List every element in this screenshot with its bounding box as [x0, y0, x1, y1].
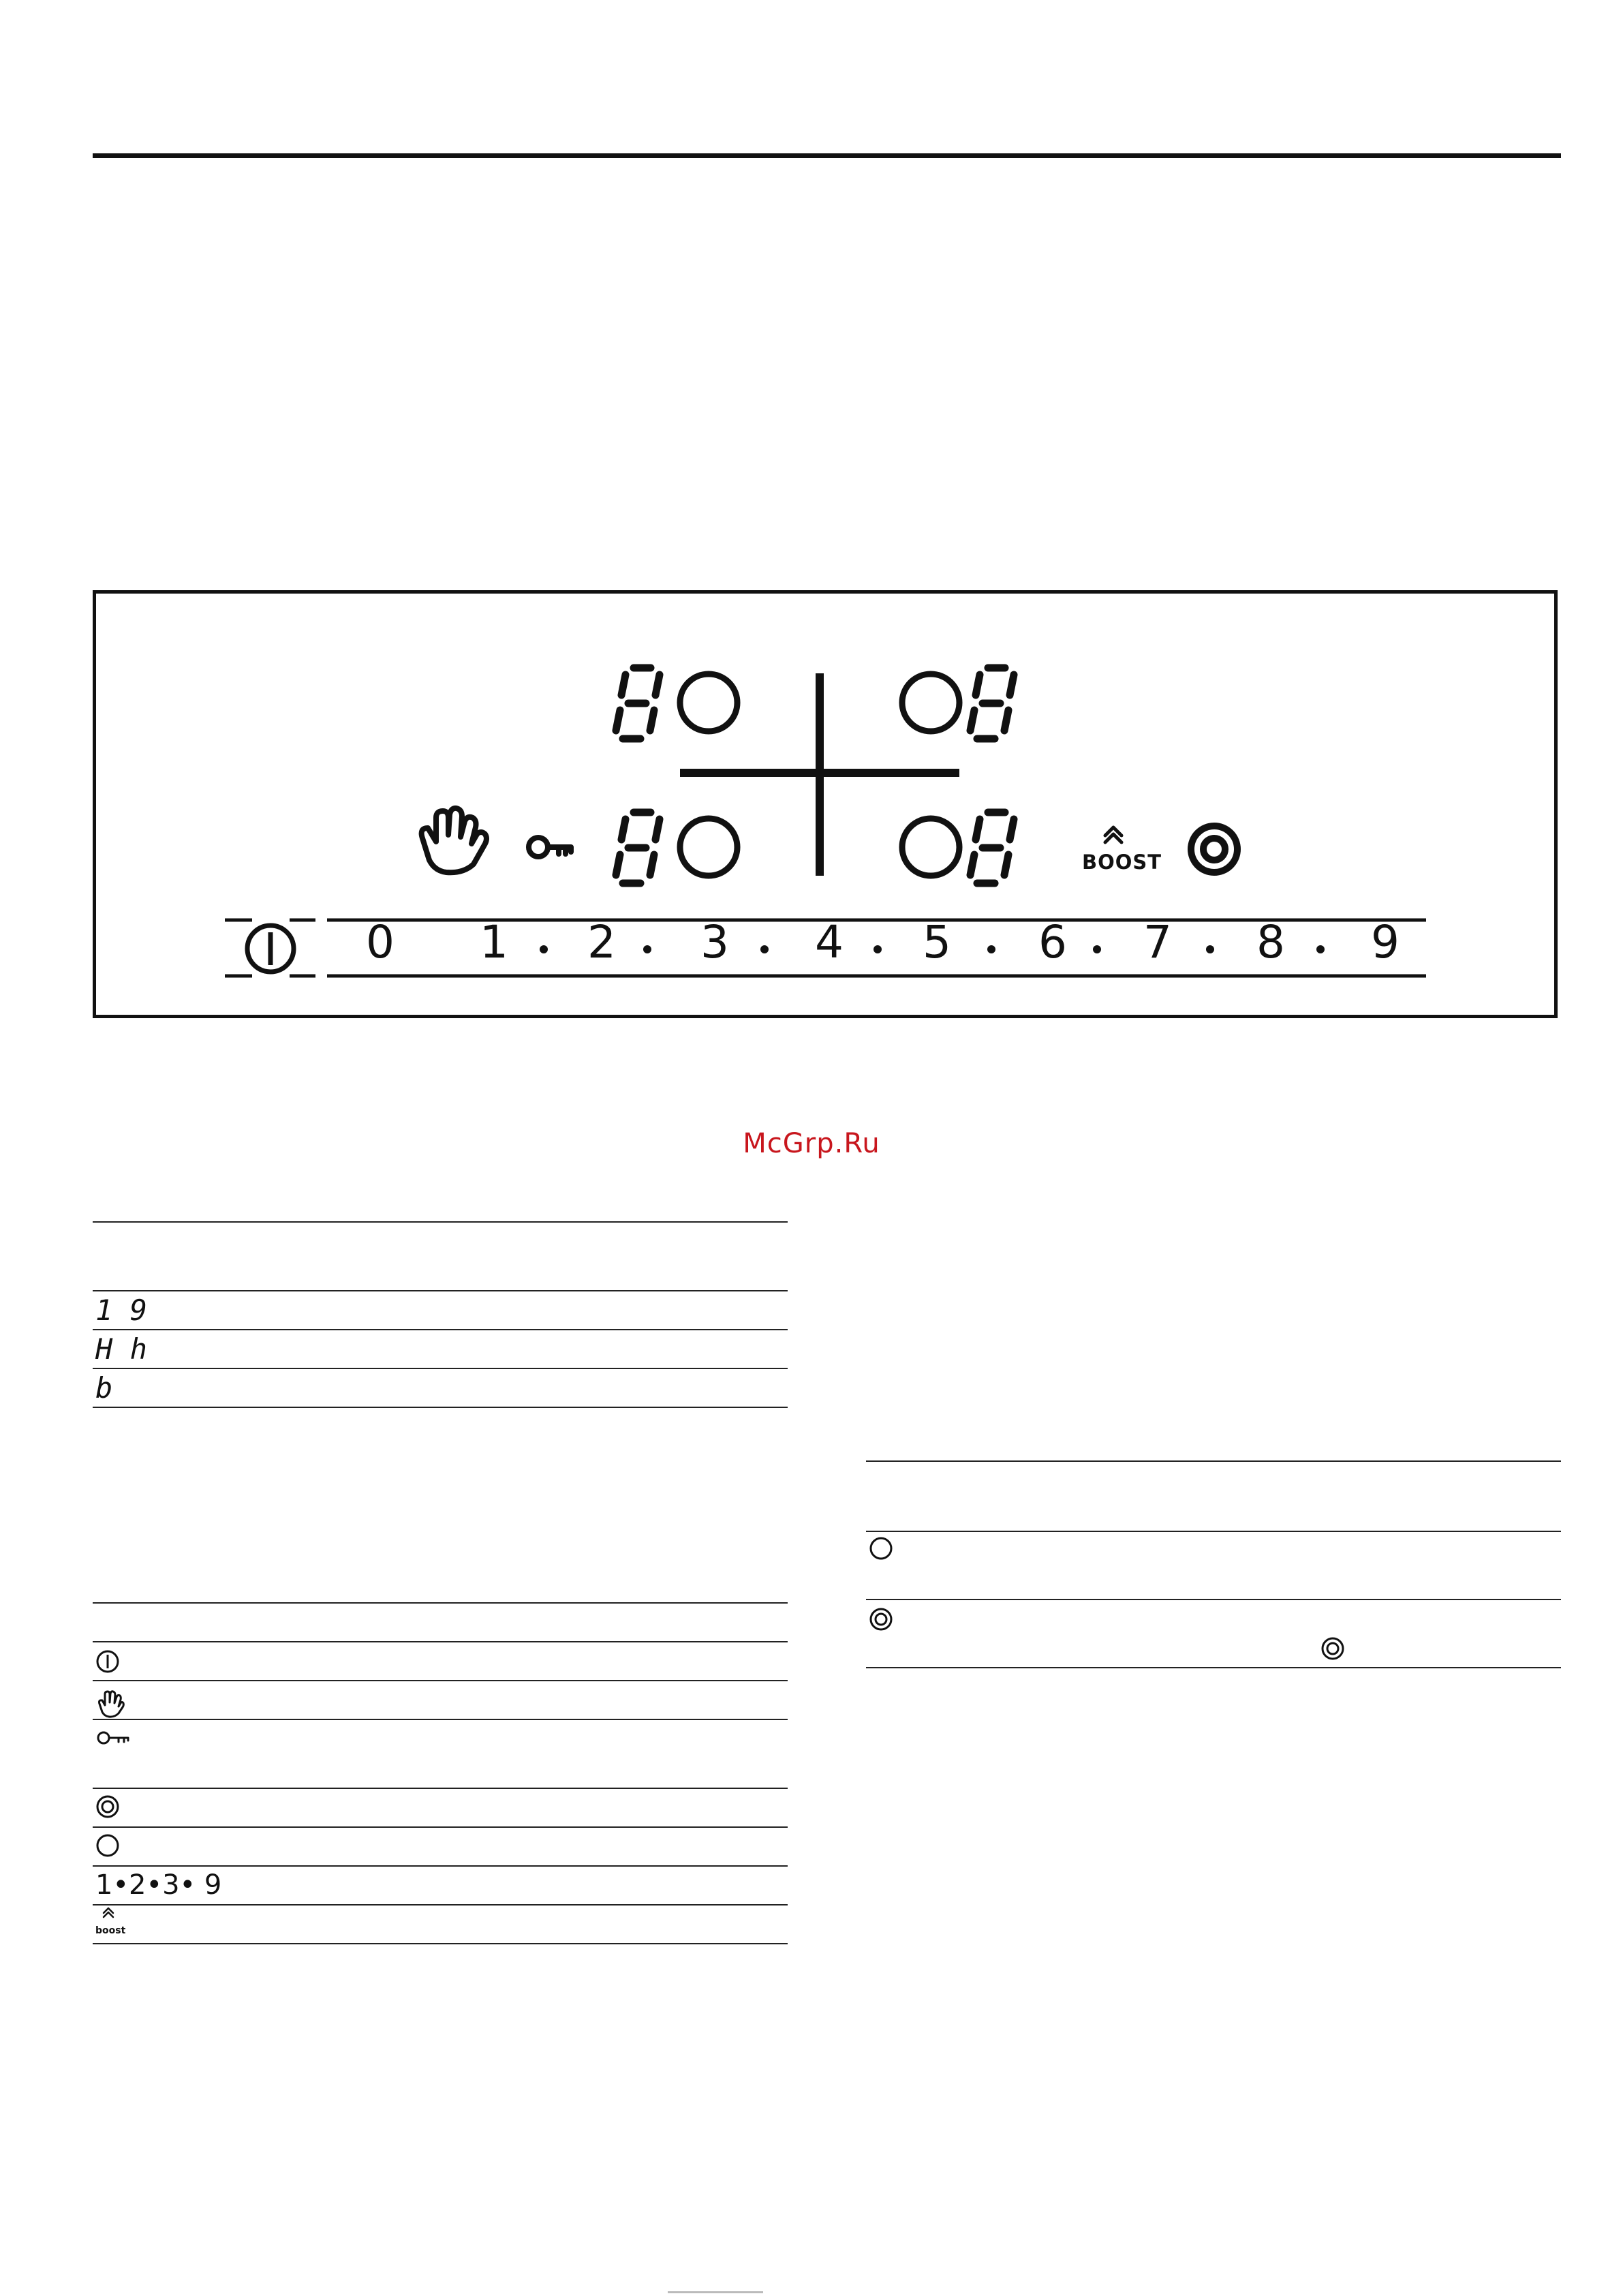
zone-circle-top-right [902, 674, 959, 731]
table-row-rule [93, 1904, 788, 1905]
table-row-rule [866, 1667, 1561, 1668]
table-row-rule [93, 1290, 788, 1291]
panel-graphics [0, 0, 1623, 1036]
table-row-rule [93, 1407, 788, 1408]
dual-zone-icon [1191, 826, 1237, 872]
boost-label[interactable]: BOOST [1082, 851, 1162, 874]
scale-dot [1093, 945, 1101, 953]
key-icon [98, 1732, 128, 1743]
scale-0[interactable]: 0 [366, 916, 395, 968]
scale-7[interactable]: 7 [1143, 916, 1172, 968]
power-icon [247, 925, 294, 972]
boost-icon [1105, 827, 1122, 842]
key-icon [529, 838, 571, 857]
zone-circle-top-left [680, 674, 737, 731]
scale-dot [987, 945, 995, 953]
scale-dot [643, 945, 651, 953]
table-row-rule [93, 1943, 788, 1944]
zone-extend-icon [1323, 1638, 1343, 1659]
scale-dot [540, 945, 548, 953]
boost-icon [104, 1908, 113, 1917]
seg-display-bottom-right [970, 812, 1014, 883]
table-zones-top-rule [866, 1460, 1561, 1462]
scale-dot [760, 945, 769, 953]
scale-5[interactable]: 5 [923, 916, 951, 968]
table-display-top-rule [93, 1221, 788, 1223]
seg-display-top-left [616, 668, 660, 739]
zone-icon [97, 1835, 118, 1856]
scale-dot [874, 945, 882, 953]
zone-circle-bottom-left [680, 818, 737, 876]
table-display-row-symbol: b [95, 1371, 113, 1405]
zone-circle-bottom-right [902, 818, 959, 876]
seg-display-bottom-left [616, 812, 660, 883]
scale-9[interactable]: 9 [1371, 916, 1400, 968]
page-footer-mark [668, 2291, 763, 2293]
table-row-rule [93, 1368, 788, 1369]
table-row-rule [93, 1719, 788, 1720]
power-icon [97, 1651, 118, 1672]
scale-1[interactable]: 1 [480, 916, 508, 968]
seg-display-top-right [970, 668, 1014, 739]
scale-dot [1206, 945, 1214, 953]
table-display-row-symbol: H h [95, 1332, 147, 1366]
watermark: McGrp.Ru [743, 1128, 880, 1159]
hand-icon [422, 808, 486, 872]
table-row-rule [93, 1865, 788, 1867]
table-controls-row-symbol: 1•2•3• 9 [95, 1869, 222, 1901]
table-zones-icons [866, 1531, 1384, 1667]
table-display-row-symbol: 1 9 [95, 1294, 147, 1327]
scale-2[interactable]: 2 [587, 916, 616, 968]
zone-extend-icon [97, 1796, 118, 1817]
table-row-rule [93, 1329, 788, 1330]
boost-small-label: boost [95, 1925, 126, 1936]
scale-dot [1316, 945, 1325, 953]
hand-icon [99, 1692, 124, 1717]
table-row-rule [93, 1680, 788, 1681]
table-controls-top-rule [93, 1602, 788, 1604]
scale-3[interactable]: 3 [700, 916, 729, 968]
dual-zone-icon [871, 1609, 891, 1629]
zone-icon [871, 1538, 891, 1559]
table-row-rule [93, 1788, 788, 1789]
table-row-rule [93, 1641, 788, 1642]
scale-8[interactable]: 8 [1256, 916, 1285, 968]
scale-4[interactable]: 4 [815, 916, 844, 968]
table-row-rule [93, 1826, 788, 1828]
scale-6[interactable]: 6 [1038, 916, 1067, 968]
